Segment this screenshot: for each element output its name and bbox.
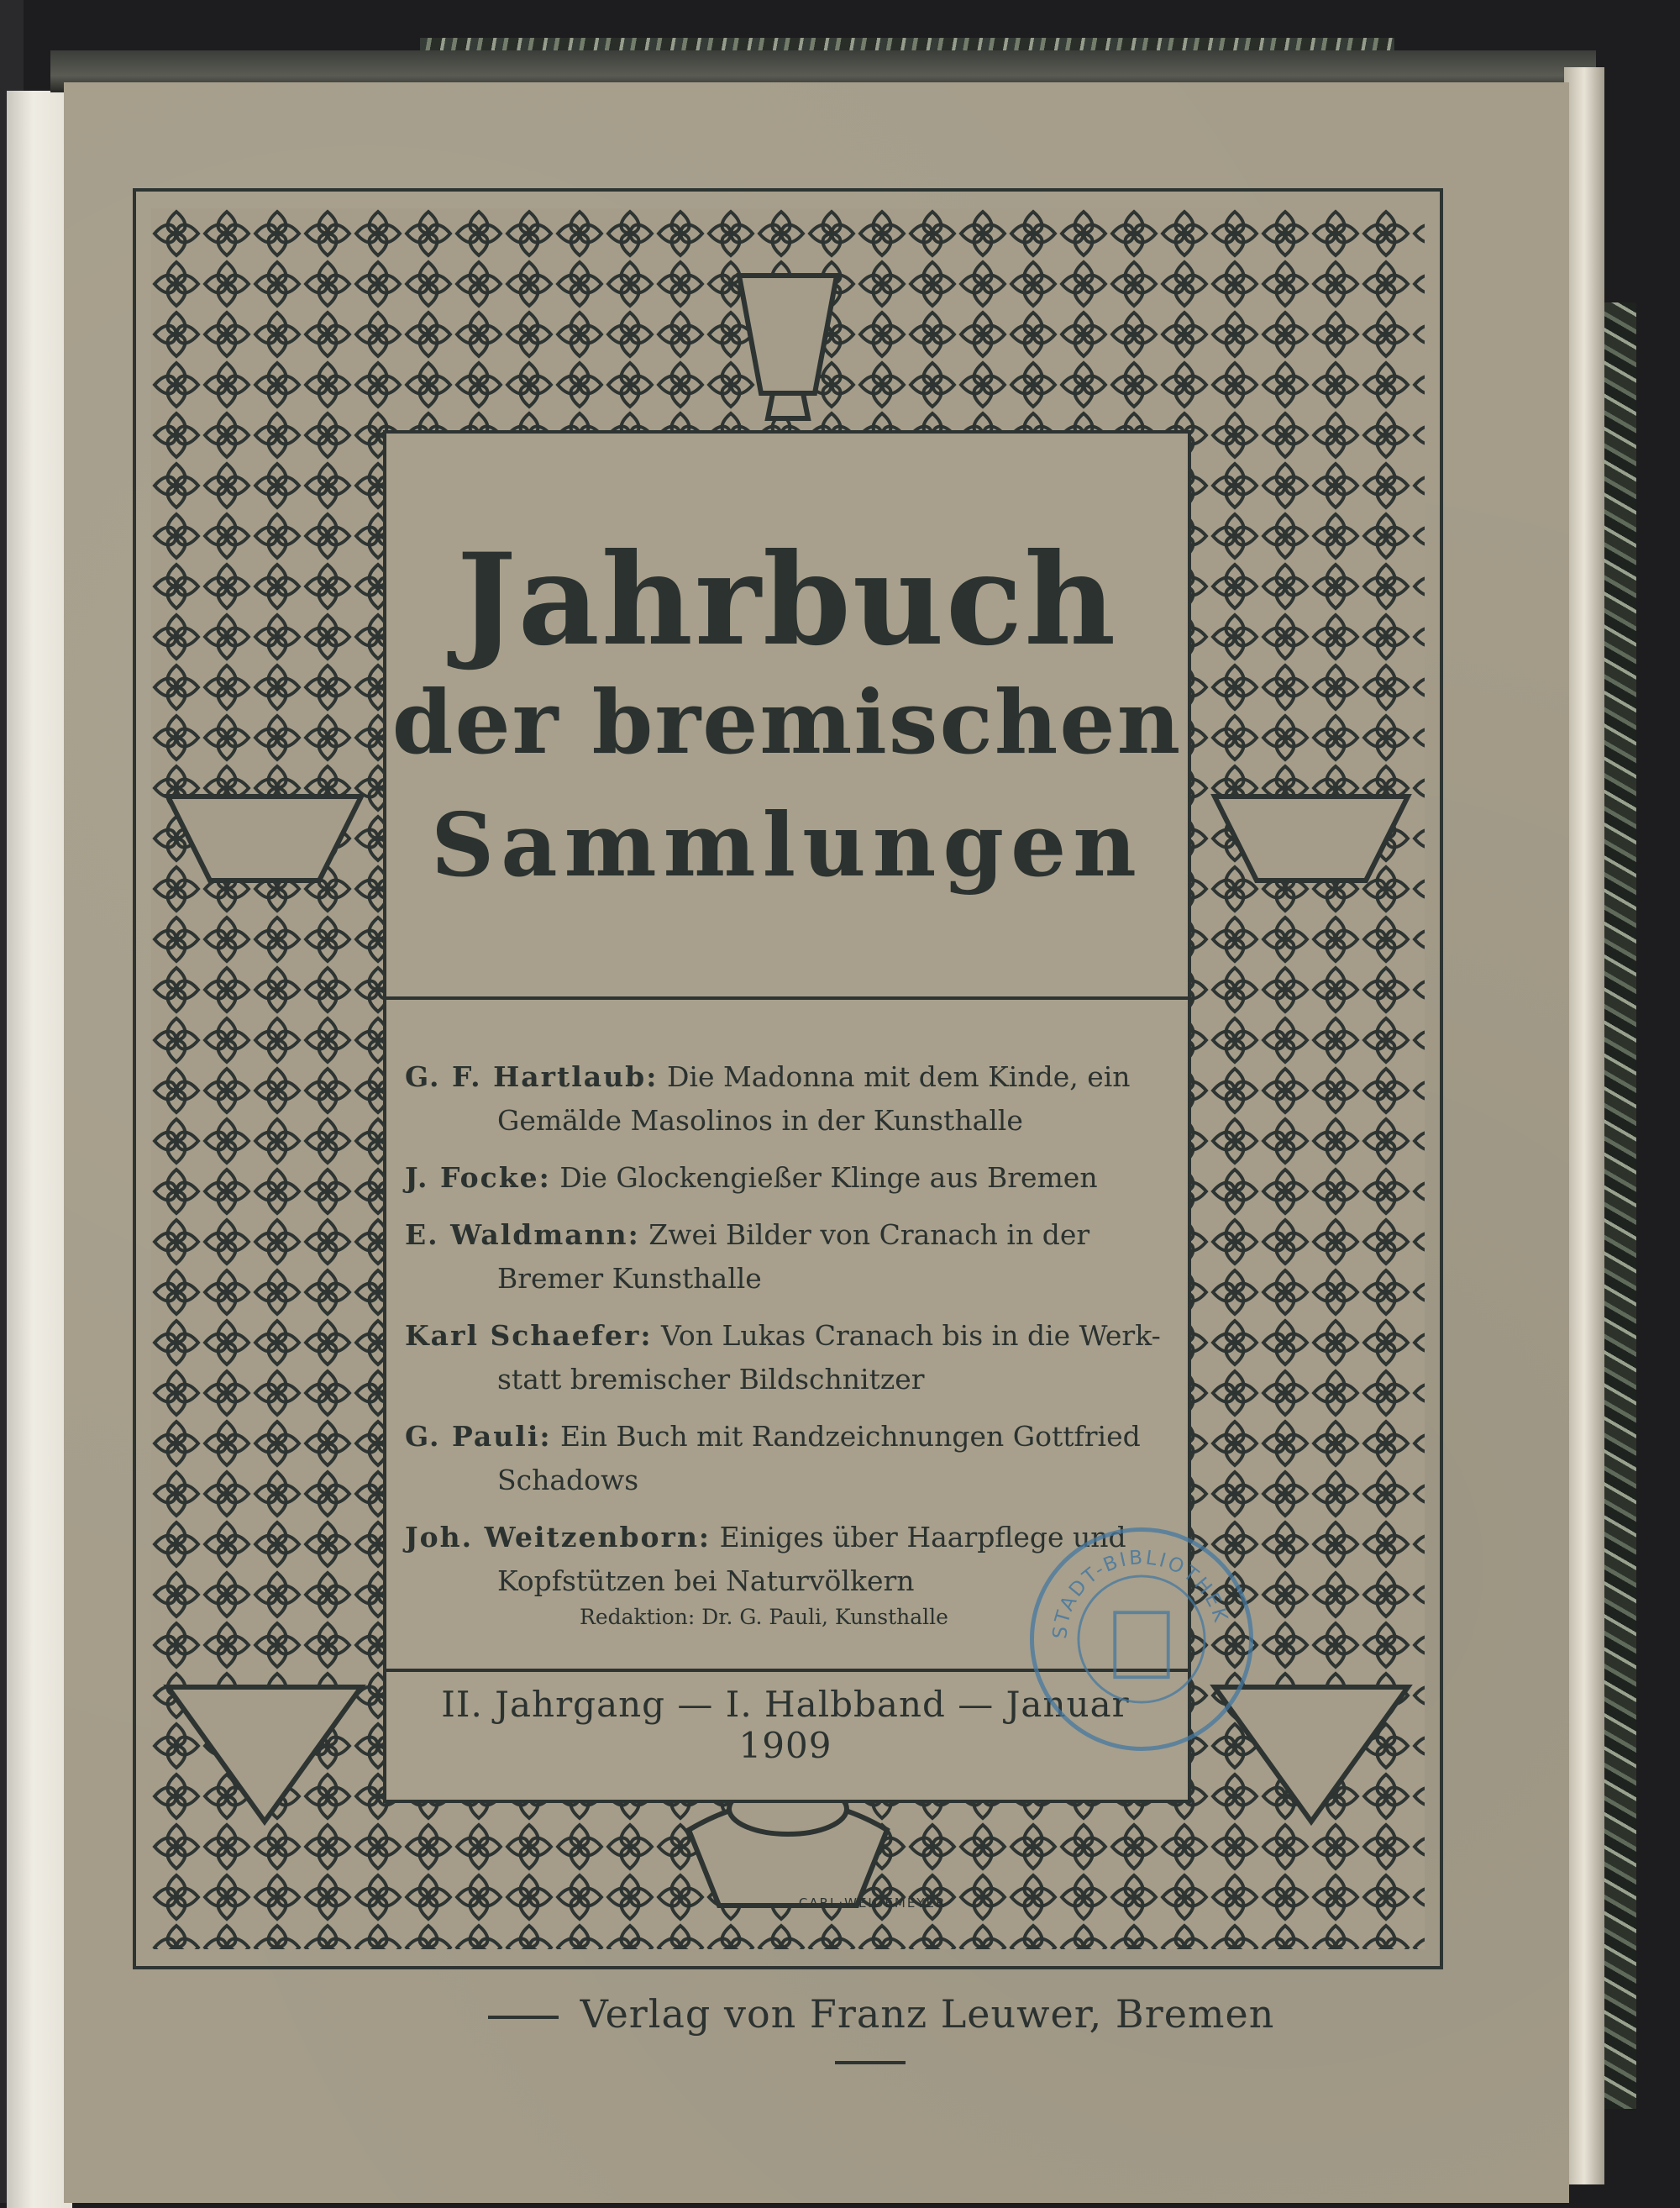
editor-credit: Redaktion: Dr. G. Pauli, Kunsthalle bbox=[580, 1605, 948, 1629]
book-cover bbox=[64, 82, 1569, 2203]
dash-left bbox=[488, 2016, 559, 2019]
entry-title: Von Lukas Cranach bis in die Werk- bbox=[661, 1319, 1161, 1352]
contents-entry bbox=[405, 1213, 1169, 1301]
publisher-name: Verlag von Franz Leuwer, Bremen bbox=[580, 1991, 1275, 2037]
dash-right bbox=[835, 2061, 906, 2064]
entry-title: Zwei Bilder von Cranach in der bbox=[648, 1218, 1090, 1251]
entry-title: Die Glockengießer Klinge aus Bremen bbox=[559, 1161, 1098, 1194]
entry-continuation: Kopfstützen bei Naturvölkern bbox=[497, 1564, 915, 1597]
entry-author: E. Waldmann: bbox=[405, 1218, 640, 1251]
publisher-line bbox=[433, 1991, 1307, 2082]
title-sammlungen: Sammlungen bbox=[431, 793, 1143, 896]
title-der-bremischen: der bremischen bbox=[391, 670, 1183, 774]
entry-title: Einiges über Haarpflege und bbox=[719, 1521, 1126, 1553]
artist-signature: CARL·WEIDEMEYER· bbox=[798, 1895, 953, 1911]
right-page-edge bbox=[1564, 67, 1604, 2184]
entry-author: Karl Schaefer: bbox=[405, 1319, 653, 1352]
entry-author: G. F. Hartlaub: bbox=[405, 1060, 659, 1093]
key-emblem bbox=[1115, 1612, 1168, 1677]
library-stamp bbox=[1030, 1527, 1253, 1751]
entry-continuation: statt bremischer Bildschnitzer bbox=[497, 1363, 925, 1396]
issue-line: II. Jahrgang — I. Halbband — Januar 1909 bbox=[441, 1684, 1130, 1766]
entry-continuation: Gemälde Masolinos in der Kunsthalle bbox=[497, 1104, 1023, 1137]
marbled-edge-right bbox=[1604, 302, 1636, 2109]
entry-title: Ein Buch mit Randzeichnungen Gottfried bbox=[560, 1420, 1141, 1453]
entry-continuation: Bremer Kunsthalle bbox=[497, 1262, 762, 1295]
entry-author: J. Focke: bbox=[405, 1161, 551, 1194]
entry-title: Die Madonna mit dem Kinde, ein bbox=[666, 1060, 1131, 1093]
entry-author: G. Pauli: bbox=[405, 1420, 552, 1453]
stamp-text: STADT-BIBLIOTHEK bbox=[1049, 1547, 1232, 1640]
contents-entry bbox=[405, 1314, 1169, 1401]
entry-continuation: Schadows bbox=[497, 1464, 639, 1496]
contents-entry bbox=[405, 1156, 1169, 1200]
entry-author: Joh. Weitzenborn: bbox=[405, 1521, 711, 1553]
contents-entry bbox=[405, 1415, 1169, 1502]
left-page-edge bbox=[7, 91, 72, 2208]
contents-entry bbox=[405, 1055, 1169, 1143]
upper-divider bbox=[386, 996, 1188, 1000]
title-jahrbuch: Jahrbuch bbox=[456, 526, 1118, 674]
